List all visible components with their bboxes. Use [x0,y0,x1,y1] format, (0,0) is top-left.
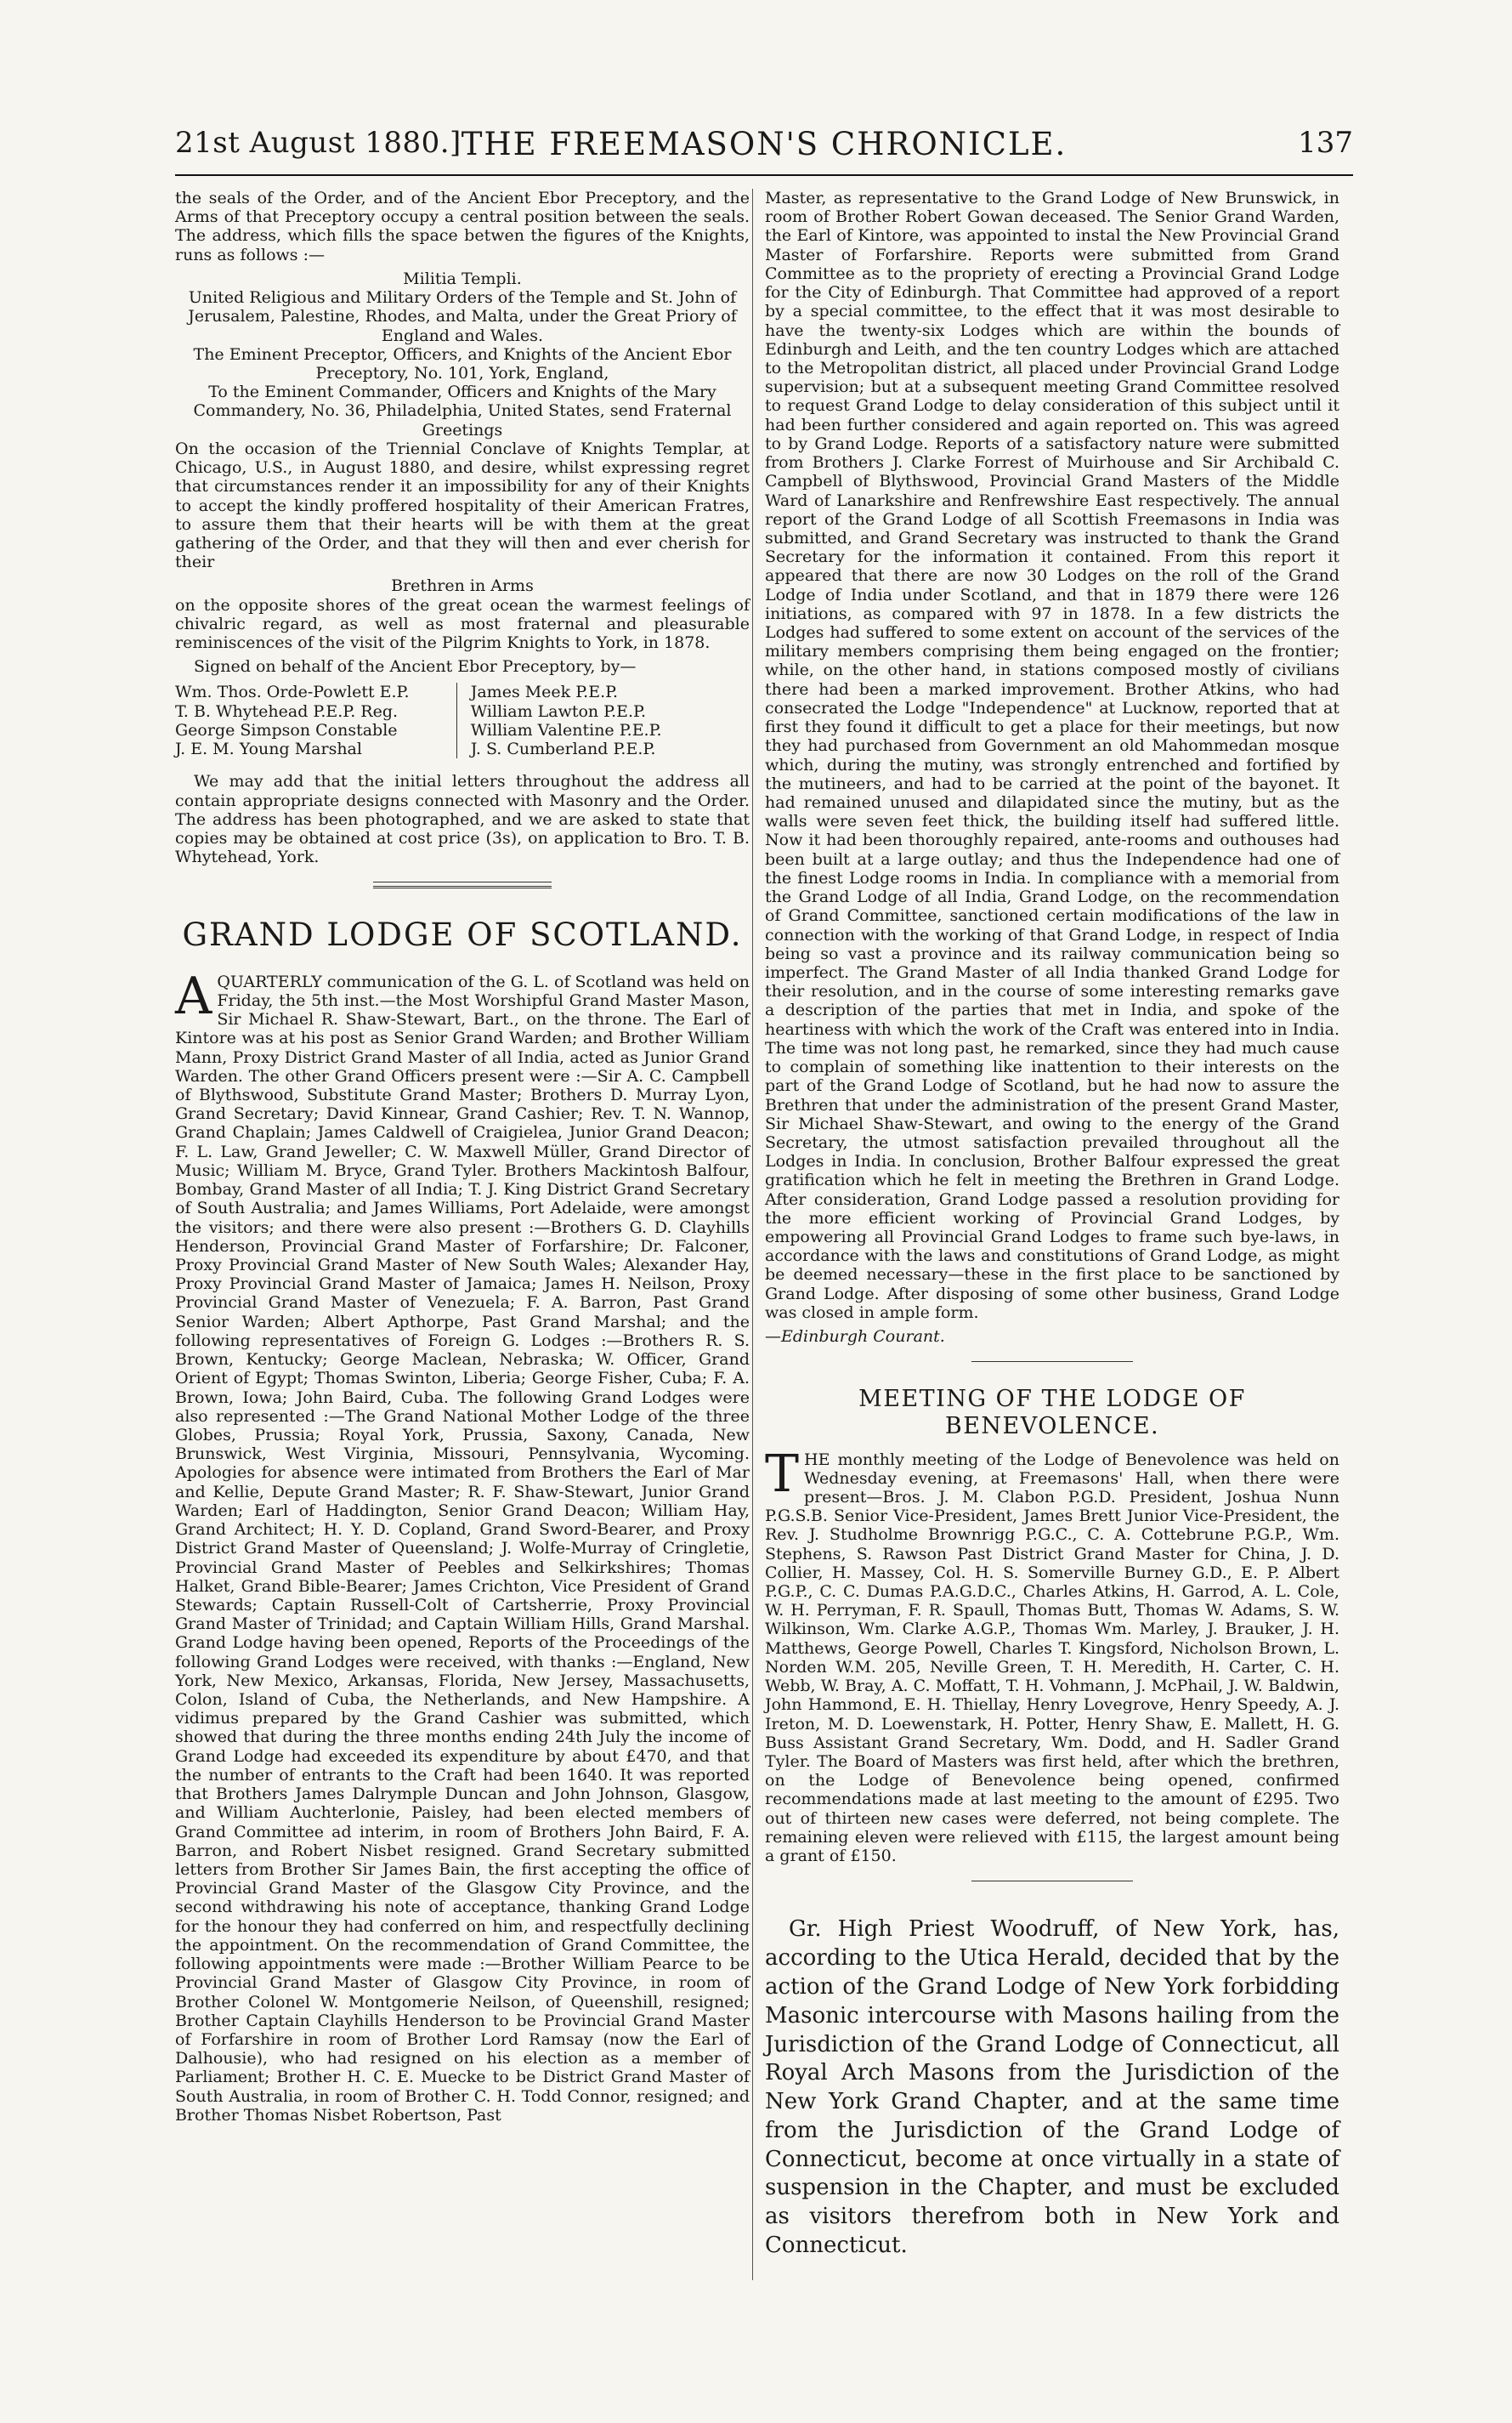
benevolence-text: HE monthly meeting of the Lodge of Benevolence was held on Wednesday evening, at Freemasons' Hall, when there were present—Bros. J. M. Clabon P.G.D. President, Joshua Nunn P.G.S.B. Senior Vice-President, James Brett Junior Vice-President, the Rev. J. Studholme Brownrigg P.G.C., C. A. Cottebrune P.G.P., Wm. Stephens, S. Rawson Past District Grand Master for China, J. D. Collier, H. Massey, Col. H. S. Somerville Burney G.D., E. P. Albert P.G.P., C. C. Dumas P.A.G.D.C., Charles Atkins, H. Garrod, A. L. Cole, W. H. Perryman, F. R. Spaull, Thomas Butt, Thomas W. Adams, S. W. Wilkinson, Wm. Clarke A.G.P., Thomas Wm. Marley, J. Brauker, J. H. Matthews, George Powell, Charles T. Kingsford, Nicholson Brown, L. Norden W.M. 205, Neville Green, T. H. Meredith, H. Carter, C. H. Webb, W. Bray, A. C. Moffatt, T. H. Vohmann, J. McPhail, J. W. Baldwin, John Hammond, E. H. Thiellay, Henry Lovegrove, Henry Speedy, A. J. Ireton, M. D. Loewenstark, H. Potter, Henry Shaw, E. Mallett, H. G. Buss Assistant Grand Secretary, Wm. Dodd, and H. Sadler Grand Tyler. The Board of Masters was first held, after which the brethren, on the Lodge of Benevolence being opened, confirmed recommendations made at last meeting to the amount of £295. Two out of thirteen new cases were deferred, not being complete. The remaining eleven were relieved with £115, the largest amount being a grant of £150. [765,1450,1339,1866]
address-intro: the seals of the Order, and of the Ancient Ebor Preceptory, and the Arms of that Preceptory occupy a central position between the seals. The address, which fills the space betwen the figures of the Knights, runs as follows :— [175,189,750,264]
page-number: 137 [1298,126,1353,160]
address-body: On the occasion of the Triennial Conclave of Knights Templar, at Chicago, U.S., in August 1880, and desire, whilst expressing regret that circumstances render it an impossibility for any of their Knights to accept the kindly proffered hospitality of their American Fratres, to assure them that their hearts will be with them at the great gathering of the Order, and that they will then and ever cherish for their [175,439,750,572]
grand-lodge-continued: Master, as representative to the Grand Lodge of New Brunswick, in room of Brother Robert Gowan deceased. The Senior Grand Warden, the Earl of Kintore, was appointed to instal the New Provincial Grand Master of Forfarshire. Reports were submitted from Grand Committee as to the propriety of erecting a Provincial Grand Lodge for the City of Edinburgh. That Committee had approved of a report by a special committee, to the effect that it was most desirable to have the twenty-six Lodges which are within the bounds of Edinburgh and Leith, and the ten country Lodges which are attached to the Metropolitan district, all placed under Provincial Grand Lodge supervision; but at a subsequent meeting Grand Committee resolved to request Grand Lodge to delay consideration of this subject until it had been further considered and again reported on. This was agreed to by Grand Lodge. Reports of a satisfactory nature were submitted from Brothers J. Clarke Forrest of Muirhouse and Sir Archibald C. Campbell of Blythswood, Provincial Grand Masters of the Middle Ward of Lanarkshire and Renfrewshire East respectively. The annual report of the Grand Lodge of all Scottish Freemasons in India was submitted, and Grand Secretary was instructed to thank the Grand Secretary for the information it contained. From this report it appeared that there are now 30 Lodges on the roll of the Grand Lodge of India under Scotland, and that in 1879 there were 126 initiations, as compared with 97 in 1878. In a few districts the Lodges had suffered to some extent on account of the services of the military members comprising them being engaged on the frontier; while, on the other hand, in stations composed mostly of civilians there had been a marked improvement. Brother Atkins, who had consecrated the Lodge "Independence" at Lucknow, reported that at first they found it difficult to get a place for their meetings, but now they had purchased from Government an old Mahommedan mosque which, during the mutiny, was strongly entrenched and fortified by the mutineers, and had to be carried at the point of the bayonet. It had remained unused and dilapidated since the mutiny, but as the walls were seven feet thick, the building itself had suffered little. Now it had been thoroughly repaired, ante-rooms and outhouses had been built at a large outlay; and thus the Independence had one of the finest Lodge rooms in India. In compliance with a memorial from the Grand Lodge of all India, Grand Lodge, on the recommendation of Grand Committee, sanctioned certain modifications of the law in connection with the working of that Grand Lodge, in respect of India being so vast a province and its railway communication being so imperfect. The Grand Master of all India thanked Grand Lodge for their resolution, and in the course of some interesting remarks gave a description of the parties that met in India, and spoke of the heartiness with which the work of the Craft was entered into in India. The time was not long past, he remarked, since they had much cause to complain of something like inattention to their interests on the part of the Grand Lodge of Scotland, but he had now to assure the Brethren that under the administration of the present Grand Master, Sir Michael Shaw-Stewart, and owing to the energy of the Grand Secretary, the utmost satisfaction prevailed throughout all the Lodges in India. In conclusion, Brother Balfour expressed the great gratification which he felt in meeting the Brethren in Grand Lodge. After consideration, Grand Lodge passed a resolution providing for the more efficient working of Provincial Grand Lodges, by empowering all Provincial Grand Lodges to frame such bye-laws, in accordance with the laws and constitutions of Grand Lodge, as might be deemed necessary—these in the first place to be sanctioned by Grand Lodge. After disposing of some other business, Grand Lodge was closed in ample form. [765,189,1339,1322]
woodruff-paragraph: Gr. High Priest Woodruff, of New York, has, according to the Utica Herald, decided that by the action of the Grand Lodge of New York forbidding Masonic intercourse with Masons hailing from the Jurisdiction of the Grand Lodge of Connecticut, all Royal Arch Masons from the Jurisdiction of the New York Grand Chapter, and at the same time from the Jurisdiction of the Grand Lodge of Connecticut, become at once virtually in a state of suspension in the Chapter, and must be excluded as visitors therefrom both in New York and Connecticut. [765,1916,1339,2259]
signature-row [175,721,750,740]
grand-lodge-paragraph [175,966,750,2125]
benevolence-paragraph [765,1444,1339,1866]
signature: T. B. Whytehead P.E.P. Reg. [175,702,456,721]
address-line: The Eminent Preceptor, Officers, and Knights of the Ancient Ebor Preceptory, No. 101, York, England, [193,344,732,383]
address-block [175,270,750,440]
publication-title: THE FREEMASON'S CHRONICLE. [461,126,1067,162]
column-divider [752,189,753,2280]
masthead [175,126,1353,175]
issue-date: 21st August 1880.] [175,126,462,160]
header-rule [175,174,1353,176]
section-title-benevolence: MEETING OF THE LODGE OF BENEVOLENCE. [858,1386,1246,1439]
section-rule-double [373,886,552,891]
signatures-table [175,683,750,758]
section-rule [971,1361,1133,1362]
address-line: United Religious and Military Orders of the Temple and St. John of Jerusalem, Palestine, Rhodes, and Malta, under the Great Priory of England and Wales. [188,288,737,345]
signature: William Lawton P.E.P. [470,701,647,721]
signature: George Simpson Constable [175,721,456,740]
address-line: To the Eminent Commander, Officers and Knights of the Mary Commandery, No. 36, Philadelphia, United States, send Fraternal Greetings [193,383,732,440]
signed-line: Signed on behalf of the Ancient Ebor Preceptory, by— [194,657,637,677]
right-column [765,189,1339,2266]
signature: J. E. M. Young Marshal [175,740,456,758]
address-body: on the opposite shores of the great ocean the warmest feelings of chivalric regard, as well as most fraternal and pleasurable reminiscences of the visit of the Pilgrim Knights to York, in 1878. [175,595,750,653]
brethren-in-arms: Brethren in Arms [391,576,534,596]
grand-lodge-text: QUARTERLY communication of the G. L. of Scotland was held on Friday, the 5th inst.—the Most Worshipful Grand Master Mason, Sir Michael R. Shaw-Stewart, Bart., on the throne. The Earl of Kintore was at his post as Senior Grand Warden; and Brother William Mann, Proxy District Grand Master of all India, acted as Junior Grand Warden. The other Grand Officers present were :—Sir A. C. Campbell of Blythswood, Substitute Grand Master; Brothers D. Murray Lyon, Grand Secretary; David Kinnear, Grand Cashier; Rev. T. N. Wannop, Grand Chaplain; James Caldwell of Craigielea, Junior Grand Deacon; F. L. Law, Grand Jeweller; C. W. Maxwell Müller, Grand Director of Music; William M. Bryce, Grand Tyler. Brothers Mackintosh Balfour, Bombay, Grand Master of all India; T. J. King District Grand Secretary of South Australia; and James Williams, Port Adelaide, were amongst the visitors; and there were also present :—Brothers G. D. Clayhills Henderson, Provincial Grand Master of Forfarshire; Dr. Falconer, Proxy Provincial Grand Master of New South Wales; Alexander Hay, Proxy Provincial Grand Master of Jamaica; James H. Neilson, Proxy Provincial Grand Master of Venezuela; F. A. Barron, Past Grand Senior Warden; Albert Apthorpe, Past Grand Marshal; and the following representatives of Foreign G. Lodges :—Brothers R. S. Brown, Kentucky; George Maclean, Nebraska; W. Officer, Grand Orient of Egypt; Thomas Swinton, Liberia; George Fisher, Cuba; F. A. Brown, Iowa; John Baird, Cuba. The following Grand Lodges were also represented :—The Grand National Mother Lodge of the three Globes, Prussia; Royal York, Prussia, Saxony, Canada, New Brunswick, West Virginia, Missouri, Pennsylvania, Wycoming. Apologies for absence were intimated from Brothers the Earl of Mar and Kellie, Depute Grand Master; R. F. Shaw-Stewart, Junior Grand Warden; Earl of Haddington, Senior Grand Deacon; William Hay, Grand Architect; H. Y. D. Copland, Grand Sword-Bearer, and Proxy District Grand Master of Queensland; J. Wolfe-Murray of Cringletie, Provincial Grand Master of Peebles and Selkirkshires; Thomas Halket, Grand Bible-Bearer; James Crichton, Vice President of Grand Stewards; Captain Russell-Colt of Cartsherrie, Proxy Provincial Grand Master of Trinidad; and Captain William Hills, Grand Marshal. Grand Lodge having been opened, Reports of the Proceedings of the following Grand Lodges were received, with thanks :—England, New York, New Mexico, Arkansas, Florida, New Jersey, Massachusetts, Colon, Island of Cuba, the Netherlands, and New Hampshire. A vidimus prepared by the Grand Cashier was submitted, which showed that during the three months ending 24th July the income of Grand Lodge had exceeded its expenditure by about £470, and that the number of entrants to the Craft had been 1640. It was reported that Brothers James Dalrymple Duncan and John Johnson, Glasgow, and William Auchterlonie, Paisley, had been elected members of Grand Committee ad interim, in room of Brothers John Baird, F. A. Barron, and Robert Nisbet resigned. Grand Secretary submitted letters from Brother Sir James Bain, the first accepting the office of Provincial Grand Master of the Glasgow City Province, and the second withdrawing his note of acceptance, thanking Grand Lodge for the honour they had conferred on him, and respectfully declining the appointment. On the recommendation of Grand Committee, the following appointments were made :—Brother William Pearce to be Provincial Grand Master of Glasgow City Province, in room of Brother Colonel W. Montgomerie Neilson, of Queenshill, resigned; Brother Captain Clayhills Henderson to be Provincial Grand Master of Forfarshire in room of Brother Lord Ramsay (now the Earl of Dalhousie), who had resigned on his election as a member of Parliament; Brother H. C. E. Muecke to be District Grand Master of South Australia, in room of Brother C. H. Todd Connor, resigned; and Brother Thomas Nisbet Robertson, Past [175,972,750,2125]
address-line: Militia Templi. [403,269,522,288]
section-title-grand-lodge: GRAND LODGE OF SCOTLAND. [182,916,743,954]
signature: J. S. Cumberland P.E.P. [470,740,656,759]
signature: James Meek P.E.P. [470,683,619,702]
signature-row [175,702,750,721]
signature-row [175,740,750,758]
signature: Wm. Thos. Orde-Powlett E.P. [175,683,456,701]
left-column [175,189,750,2130]
drop-cap: T [765,1444,800,1504]
signature: William Valentine P.E.P. [470,720,662,740]
closing-note: We may add that the initial letters throughout the address all contain appropriate designs connected with Masonry and the Order. The address has been photographed, and we are asked to state that copies may be obtained at cost price (3s), on application to Bro. T. B. Whytehead, York. [175,772,750,867]
source-credit: —Edinburgh Courant. [765,1327,945,1347]
drop-cap: A [175,966,212,1026]
signature-row [175,683,750,701]
